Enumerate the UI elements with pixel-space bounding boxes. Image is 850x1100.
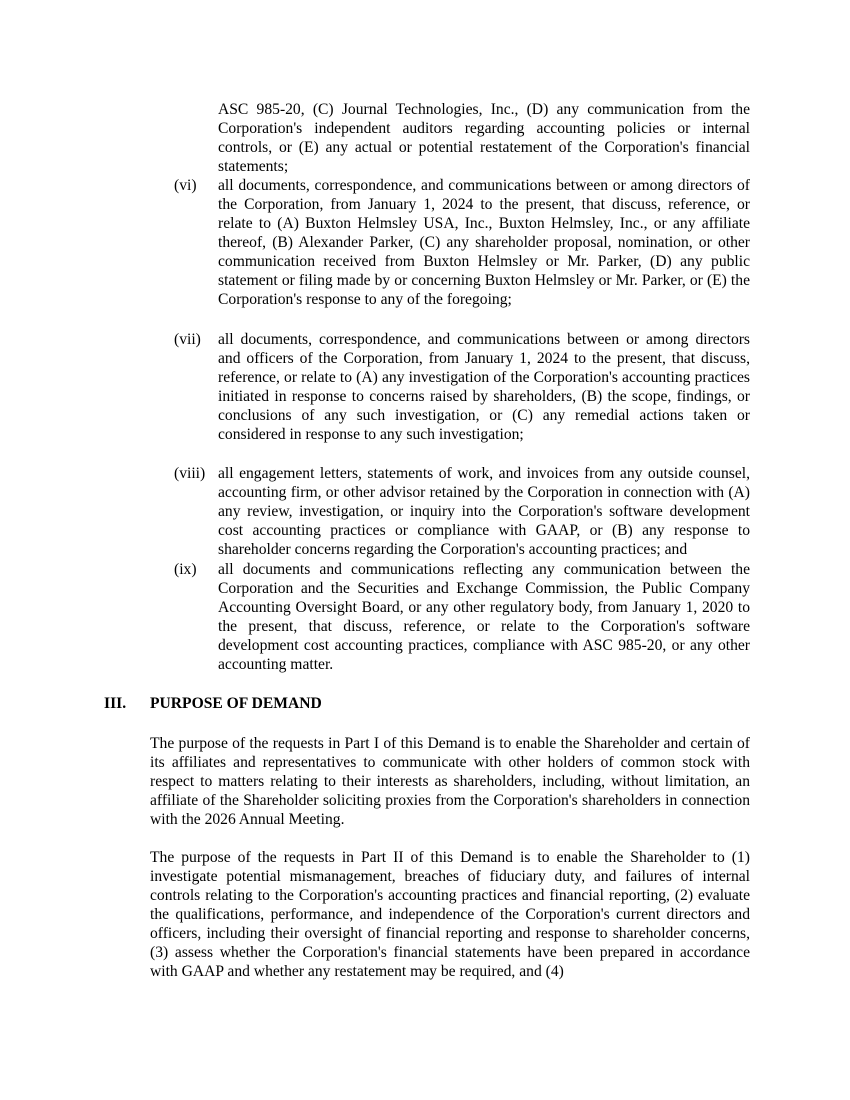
list-item-viii [174,464,750,559]
section-title: PURPOSE OF DEMAND [150,695,322,712]
item-text: all documents and communications reflecting any communication between the Corporation and the Securities and Exchange Commission, the Public Company Accounting Oversight Board, or any other regulatory body, from January 1, 2020 to the present, that discuss, reference, or relate to the Corporation's software development cost accounting practices, compliance with ASC 985-20, or any other accounting matter. [218,561,750,673]
item-text: all documents, correspondence, and communications between or among directors and officers of the Corporation, from January 1, 2024 to the present, that discuss, reference, or relate to (A) any investigation of the Corporation's accounting practices initiated in response to concerns raised by shareholders, (B) the scope, findings, or conclusions of any such investigation, or (C) any remedial actions taken or considered in response to any such investigation; [218,331,750,443]
section-number: III. [104,695,127,712]
item-number: (vi) [174,177,197,194]
list-item-vii [174,330,750,444]
purpose-paragraph-part-i: The purpose of the requests in Part I of this Demand is to enable the Shareholder and certain of its affiliates and representatives to communicate with other holders of common stock with respect to matters relating to their interests as shareholders, including, without limitation, an affiliate of the Shareholder soliciting proxies from the Corporation's shareholders in connection with the 2026 Annual Meeting. [150,735,750,828]
item-number: (viii) [174,465,206,482]
list-item-vi [174,176,750,309]
item-number: (ix) [174,561,197,578]
purpose-paragraph-part-ii: The purpose of the requests in Part II of this Demand is to enable the Shareholder to (1) investigate potential mismanagement, breaches of fiduciary duty, and failures of internal controls relating to the Corporation's accounting practices and financial reporting, (2) evaluate the qualifications, performance, and independence of the Corporation's current directors and officers, including their oversight of financial reporting and response to shareholder concerns, (3) assess whether the Corporation's financial statements have been prepared in accordance with GAAP and whether any restatement may be required, and (4) [150,849,750,980]
item-text: all engagement letters, statements of work, and invoices from any outside counsel, accounting firm, or other advisor retained by the Corporation in connection with (A) any review, investigation, or inquiry into the Corporation's software development cost accounting practices or compliance with GAAP, or (B) any response to shareholder concerns regarding the Corporation's accounting practices; and [218,465,750,558]
item-text: all documents, correspondence, and communications between or among directors of the Corporation, from January 1, 2024 to the present, that discuss, reference, or relate to (A) Buxton Helmsley USA, Inc., Buxton Helmsley, Inc., or any affiliate thereof, (B) Alexander Parker, (C) any shareholder proposal, nomination, or other communication received from Buxton Helmsley or Mr. Parker, (D) any public statement or filing made by or concerning Buxton Helmsley or Mr. Parker, or (E) the Corporation's response to any of the foregoing; [218,177,750,308]
list-item-ix [174,560,750,674]
item-number: (vii) [174,331,201,348]
continued-item-text: ASC 985-20, (C) Journal Technologies, Inc., (D) any communication from the Corporation's independent auditors regarding accounting policies or internal controls, or (E) any actual or potential restatement of the Corporation's financial statements; [218,101,750,175]
